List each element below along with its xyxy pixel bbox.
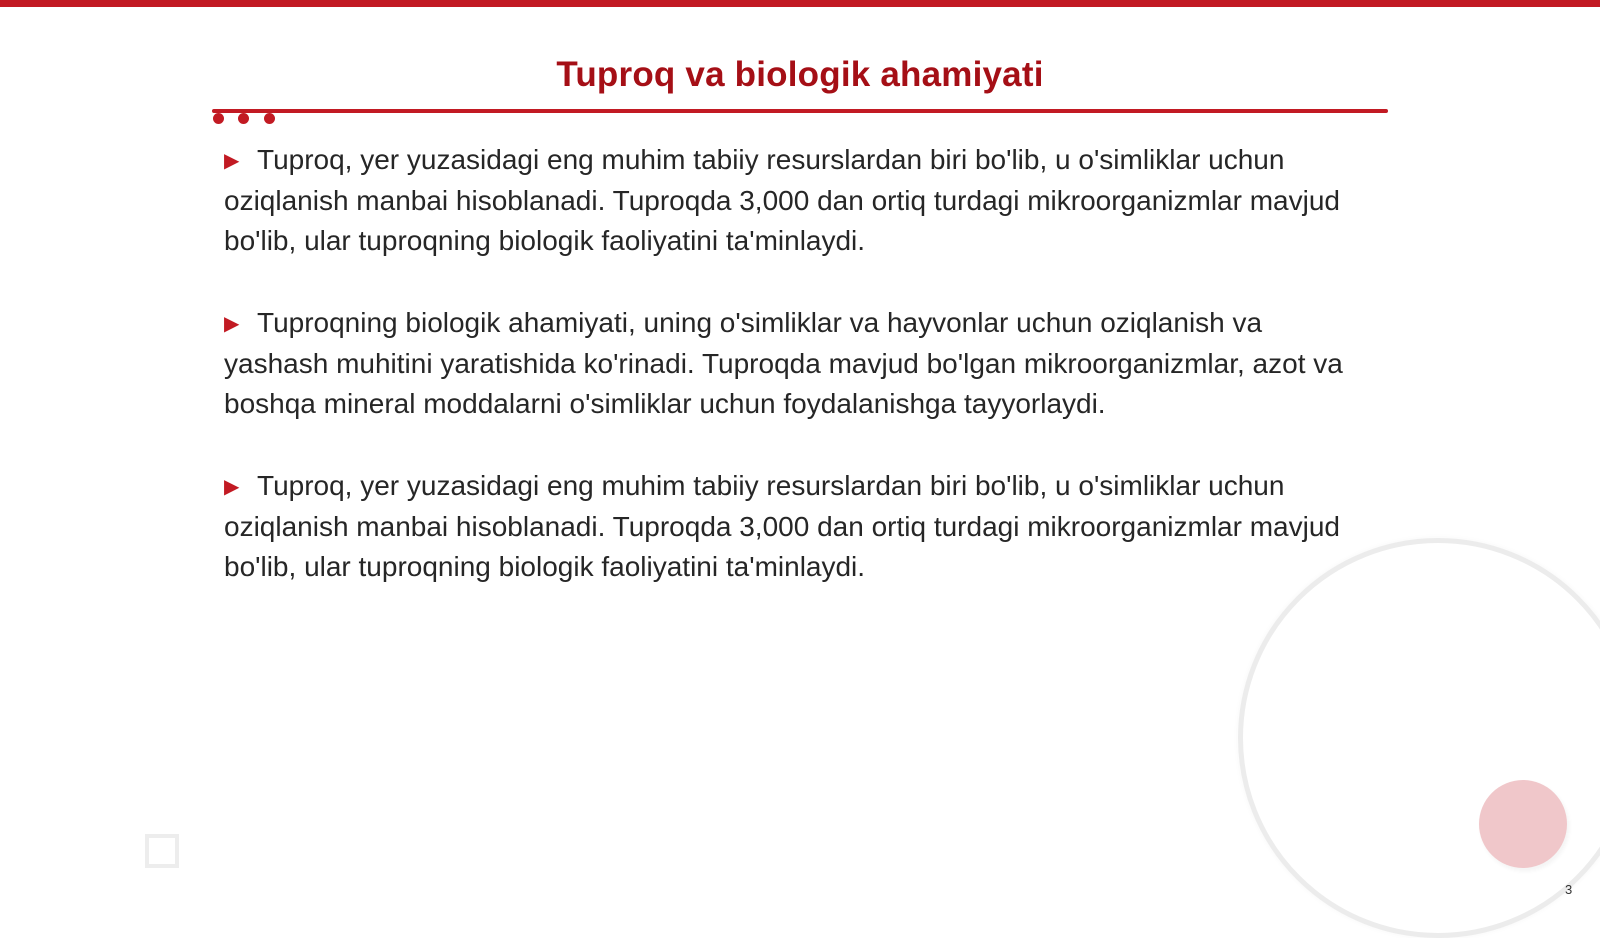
bullet-list	[224, 140, 1374, 629]
title-underline	[212, 109, 1388, 113]
bullet-item	[224, 303, 1374, 424]
decorative-dot	[264, 113, 275, 124]
bullet-text: Tuproqning biologik ahamiyati, uning o'simliklar va hayvonlar uchun oziqlanish va yashash muhitini yaratishida ko'rinadi. Tuproqda mavjud bo'lgan mikroorganizmlar, azot va boshqa mineral moddalarni o'simliklar uchun foydalanishga tayyorlaydi.	[224, 307, 1343, 419]
bullet-item	[224, 140, 1374, 261]
slide-title: Tuproq va biologik ahamiyati	[556, 55, 1044, 94]
decorative-circle	[1479, 780, 1567, 868]
decorative-dot	[213, 113, 224, 124]
decorative-dot	[238, 113, 249, 124]
top-accent-bar	[0, 0, 1600, 7]
triangle-right-icon: ▶	[224, 313, 240, 335]
bullet-text: Tuproq, yer yuzasidagi eng muhim tabiiy resurslardan biri bo'lib, u o'simliklar uchun oziqlanish manbai hisoblanadi. Tuproqda 3,000 dan ortiq turdagi mikroorganizmlar mavjud bo'lib, ular tuproqning biologik faoliyatini ta'minlaydi.	[224, 144, 1340, 256]
bullet-text: Tuproq, yer yuzasidagi eng muhim tabiiy resurslardan biri bo'lib, u o'simliklar uchun oziqlanish manbai hisoblanadi. Tuproqda 3,000 dan ortiq turdagi mikroorganizmlar mavjud bo'lib, ular tuproqning biologik faoliyatini ta'minlaydi.	[224, 470, 1340, 582]
decorative-square	[145, 834, 179, 868]
triangle-right-icon: ▶	[224, 150, 240, 172]
bullet-item	[224, 466, 1374, 587]
triangle-right-icon: ▶	[224, 476, 240, 498]
page-number: 3	[1565, 882, 1573, 897]
